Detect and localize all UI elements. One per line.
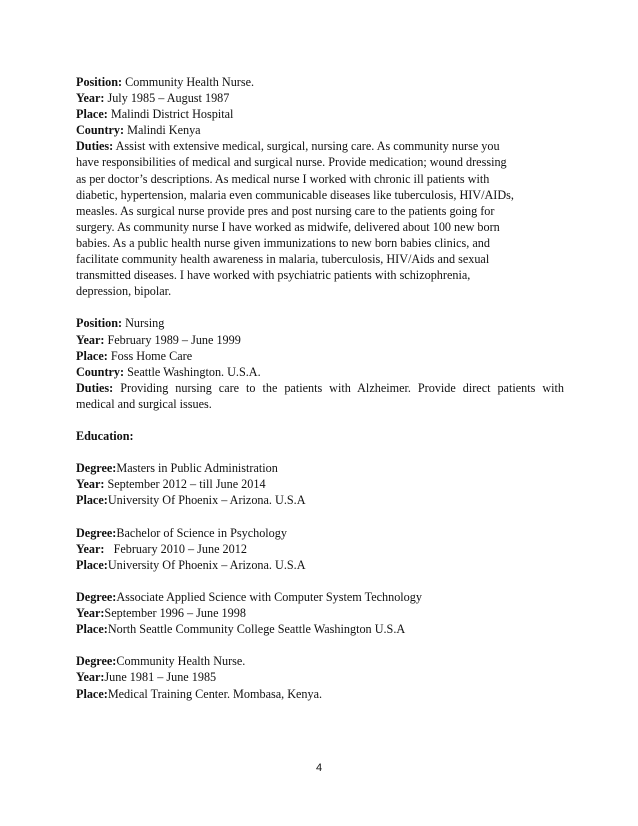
duties-text: Assist with extensive medical, surgical, nursing care. As community nurse you <box>115 139 500 154</box>
country-line <box>76 364 564 380</box>
place-label: Place: <box>76 107 108 122</box>
year-value: June 1981 – June 1985 <box>104 670 217 685</box>
place-line <box>76 557 564 573</box>
year-line <box>76 669 564 685</box>
place-label: Place: <box>76 622 108 637</box>
duties-text-line: measles. As surgical nurse provide pres and post nursing care to the patients going for <box>76 203 495 218</box>
year-line <box>76 476 564 492</box>
place-line <box>76 348 564 364</box>
resume-page <box>76 74 564 702</box>
duties-label: Duties: <box>76 380 114 395</box>
degree-value: Masters in Public Administration <box>116 461 278 476</box>
place-value: North Seattle Community College Seattle Washington U.S.A <box>107 622 406 637</box>
year-value: February 2010 – June 2012 <box>104 541 247 556</box>
degree-line <box>76 525 564 541</box>
year-line <box>76 332 564 348</box>
degree-value: Bachelor of Science in Psychology <box>116 525 287 540</box>
position-label: Position: <box>76 75 123 89</box>
year-value: September 1996 – June 1998 <box>104 606 246 621</box>
degree-label: Degree: <box>76 590 117 604</box>
place-line <box>76 686 564 702</box>
year-label: Year: <box>76 91 105 106</box>
spacer <box>76 637 564 653</box>
year-line <box>76 90 564 106</box>
duties-text-line: diabetic, hypertension, malaria even communicable diseases like tuberculosis, HIV/AIDs, <box>76 187 514 202</box>
place-line <box>76 106 564 122</box>
place-label: Place: <box>76 493 108 508</box>
page-number: 4 <box>315 762 323 774</box>
position-value: Community Health Nurse. <box>125 75 255 89</box>
place-line <box>76 621 564 637</box>
degree-value: Community Health Nurse. <box>116 654 246 669</box>
country-value: Seattle Washington. U.S.A. <box>127 364 261 379</box>
job-entry-nursing <box>76 315 564 412</box>
position-label: Position: <box>76 316 123 331</box>
spacer <box>76 573 564 589</box>
place-value: Foss Home Care <box>110 348 193 363</box>
year-label: Year: <box>76 606 105 621</box>
duties-text-line: facilitate community health awareness in malaria, tuberculosis, HIV/Aids and sexual <box>76 252 490 267</box>
duties-text-line: depression, bipolar. <box>76 284 172 299</box>
year-value: February 1989 – June 1999 <box>107 332 241 347</box>
duties-line <box>76 138 564 154</box>
place-line <box>76 492 564 508</box>
education-entry <box>76 589 564 637</box>
year-value: September 2012 – till June 2014 <box>104 477 266 492</box>
duties-text: Providing nursing care to the patients with Alzheimer. Provide direct patients with <box>120 380 564 395</box>
duties-text-line: surgery. As community nurse I have worked as midwife, delivered about 100 new born <box>76 219 500 234</box>
degree-line <box>76 460 564 476</box>
duties-text-line: as per doctor’s descriptions. As medical nurse I worked with chronic ill patients with <box>76 171 490 186</box>
country-label: Country: <box>76 364 125 379</box>
year-label: Year: <box>76 670 105 685</box>
job-entry-community-health-nurse <box>76 74 564 299</box>
country-line <box>76 122 564 138</box>
degree-value: Associate Applied Science with Computer System Technology <box>116 590 422 604</box>
spacer <box>76 299 564 315</box>
position-line <box>76 74 564 90</box>
degree-line <box>76 589 564 605</box>
duties-text-line: have responsibilities of medical and surgical nurse. Provide medication; wound dressing <box>76 155 507 170</box>
place-value: University Of Phoenix – Arizona. U.S.A <box>107 493 306 508</box>
degree-label: Degree: <box>76 525 117 540</box>
year-line <box>76 605 564 621</box>
duties-text-line: medical and surgical issues. <box>76 396 212 411</box>
degree-line <box>76 653 564 669</box>
education-entry <box>76 653 564 701</box>
year-label: Year: <box>76 332 105 347</box>
education-heading: Education: <box>76 429 134 444</box>
year-line <box>76 541 564 557</box>
place-label: Place: <box>76 557 108 572</box>
year-label: Year: <box>76 477 105 492</box>
place-label: Place: <box>76 348 108 363</box>
duties-line <box>76 380 564 396</box>
duties-text-line: transmitted diseases. I have worked with psychiatric patients with schizophrenia, <box>76 268 471 283</box>
place-value: Malindi District Hospital <box>110 107 234 122</box>
country-label: Country: <box>76 123 125 138</box>
degree-label: Degree: <box>76 461 117 476</box>
country-value: Malindi Kenya <box>127 123 201 138</box>
duties-text-line: babies. As a public health nurse given immunizations to new born babies clinics, and <box>76 235 490 250</box>
spacer <box>76 412 564 428</box>
education-entry <box>76 525 564 573</box>
place-label: Place: <box>76 686 108 701</box>
spacer <box>76 444 564 460</box>
spacer <box>76 509 564 525</box>
degree-label: Degree: <box>76 654 117 669</box>
position-line <box>76 315 564 331</box>
place-value: University Of Phoenix – Arizona. U.S.A <box>107 557 306 572</box>
place-value: Medical Training Center. Mombasa, Kenya. <box>107 686 323 701</box>
position-value: Nursing <box>125 316 165 331</box>
year-value: July 1985 – August 1987 <box>107 91 230 106</box>
education-entry <box>76 460 564 508</box>
year-label: Year: <box>76 541 105 556</box>
duties-label: Duties: <box>76 139 114 154</box>
